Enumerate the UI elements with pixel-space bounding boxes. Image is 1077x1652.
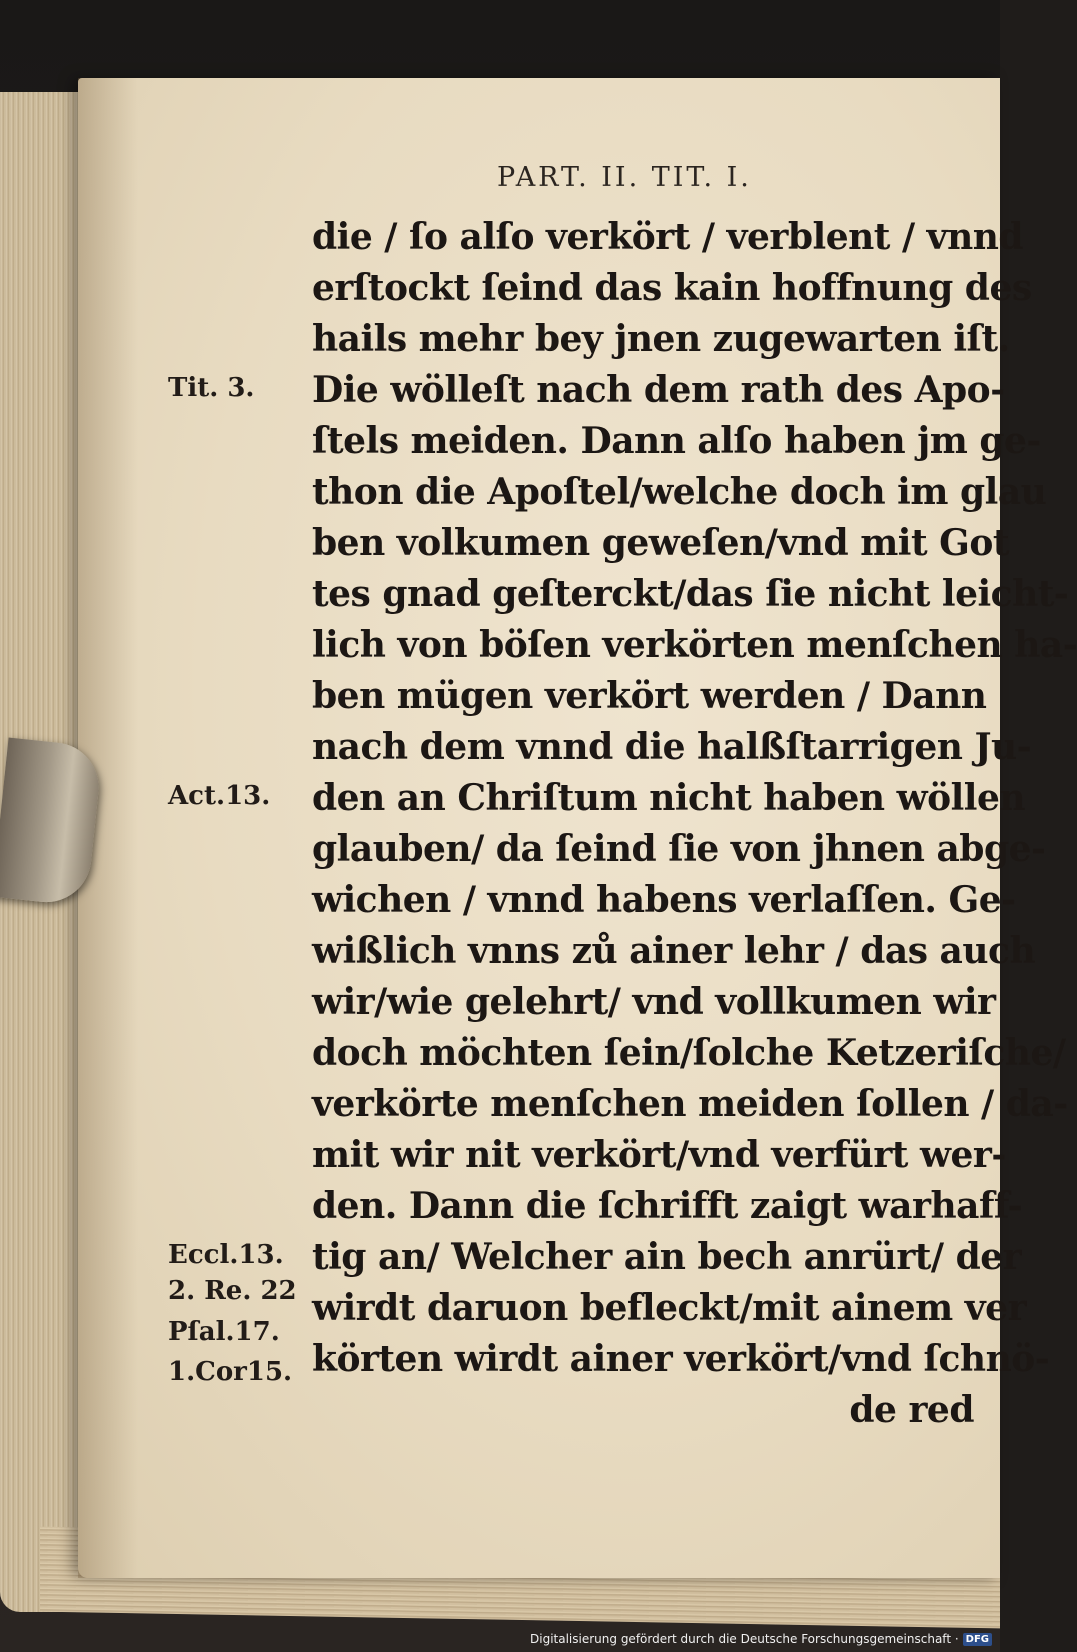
text-line: wirdt daruon befleckt/mit ainem ver (312, 1287, 1027, 1329)
text-line: ben mügen verkört werden / Dann (312, 675, 987, 717)
margin-note: 1.Cor15. (168, 1357, 293, 1388)
text-line: ben volkumen geweſen/vnd mit Got (312, 522, 1010, 564)
text-line: de red (849, 1389, 974, 1431)
text-line: lich von böſen verkörten menſchen ha- (312, 624, 1077, 666)
margin-note: 2. Re. 22 (168, 1275, 297, 1306)
text-line: tes gnad geſterckt/das ſie nicht leicht- (312, 573, 1069, 615)
text-line: mit wir nit verkört/vnd verfürt wer- (312, 1134, 1006, 1176)
text-line: wichen / vnnd habens verlaſſen. Ge- (312, 879, 1016, 921)
text-line: die / ſo alſo verkört / verblent / vnnd (312, 216, 1024, 258)
text-line: doch möchten ſein/ſolche Ketzeriſche/ (312, 1032, 1066, 1074)
text-line: Die wölleſt nach dem rath des Apo- (312, 369, 1005, 411)
margin-note: Eccl.13. (168, 1240, 284, 1270)
text-line: körten wirdt ainer verkört/vnd ſchnö- (312, 1338, 1050, 1380)
text-line: glauben/ da ſeind ſie von jhnen abge- (312, 828, 1046, 870)
text-line: nach dem vnnd die halßſtarrigen Ju- (312, 726, 1032, 768)
text-line: den. Dann die ſchrifft zaigt warhaff- (312, 1185, 1023, 1227)
text-line: ſtels meiden. Dann alſo haben jm ge- (312, 420, 1041, 462)
text-line: den an Chriſtum nicht haben wöllen (312, 777, 1026, 819)
text-line: erſtockt ſeind das kain hoffnung des (312, 267, 1032, 309)
text-line: tig an/ Welcher ain bech anrürt/ der (312, 1236, 1022, 1278)
text-line: verkörte menſchen meiden ſollen / da- (312, 1083, 1068, 1125)
text-line: thon die Apoſtel/welche doch im glau (312, 471, 1047, 513)
dfg-logo-icon: DFG (963, 1633, 992, 1646)
text-line: wir/wie gelehrt/ vnd vollkumen wir (312, 981, 996, 1023)
footer-credit: Digitalisierung gefördert durch die Deutsche Forschungsgemeinschaft · (530, 1632, 959, 1646)
margin-note: Tit. 3. (168, 373, 255, 403)
text-line: hails mehr bey jnen zugewarten iſt. (312, 318, 1010, 360)
text-line: wißlich vnns zů ainer lehr / das auch (312, 930, 1036, 972)
footer (530, 1632, 992, 1646)
body-text (312, 212, 1077, 1436)
margin-note: Pſal.17. (168, 1316, 280, 1347)
running-header: PART. II. TIT. I. (497, 162, 752, 193)
margin-note: Act.13. (168, 781, 271, 811)
